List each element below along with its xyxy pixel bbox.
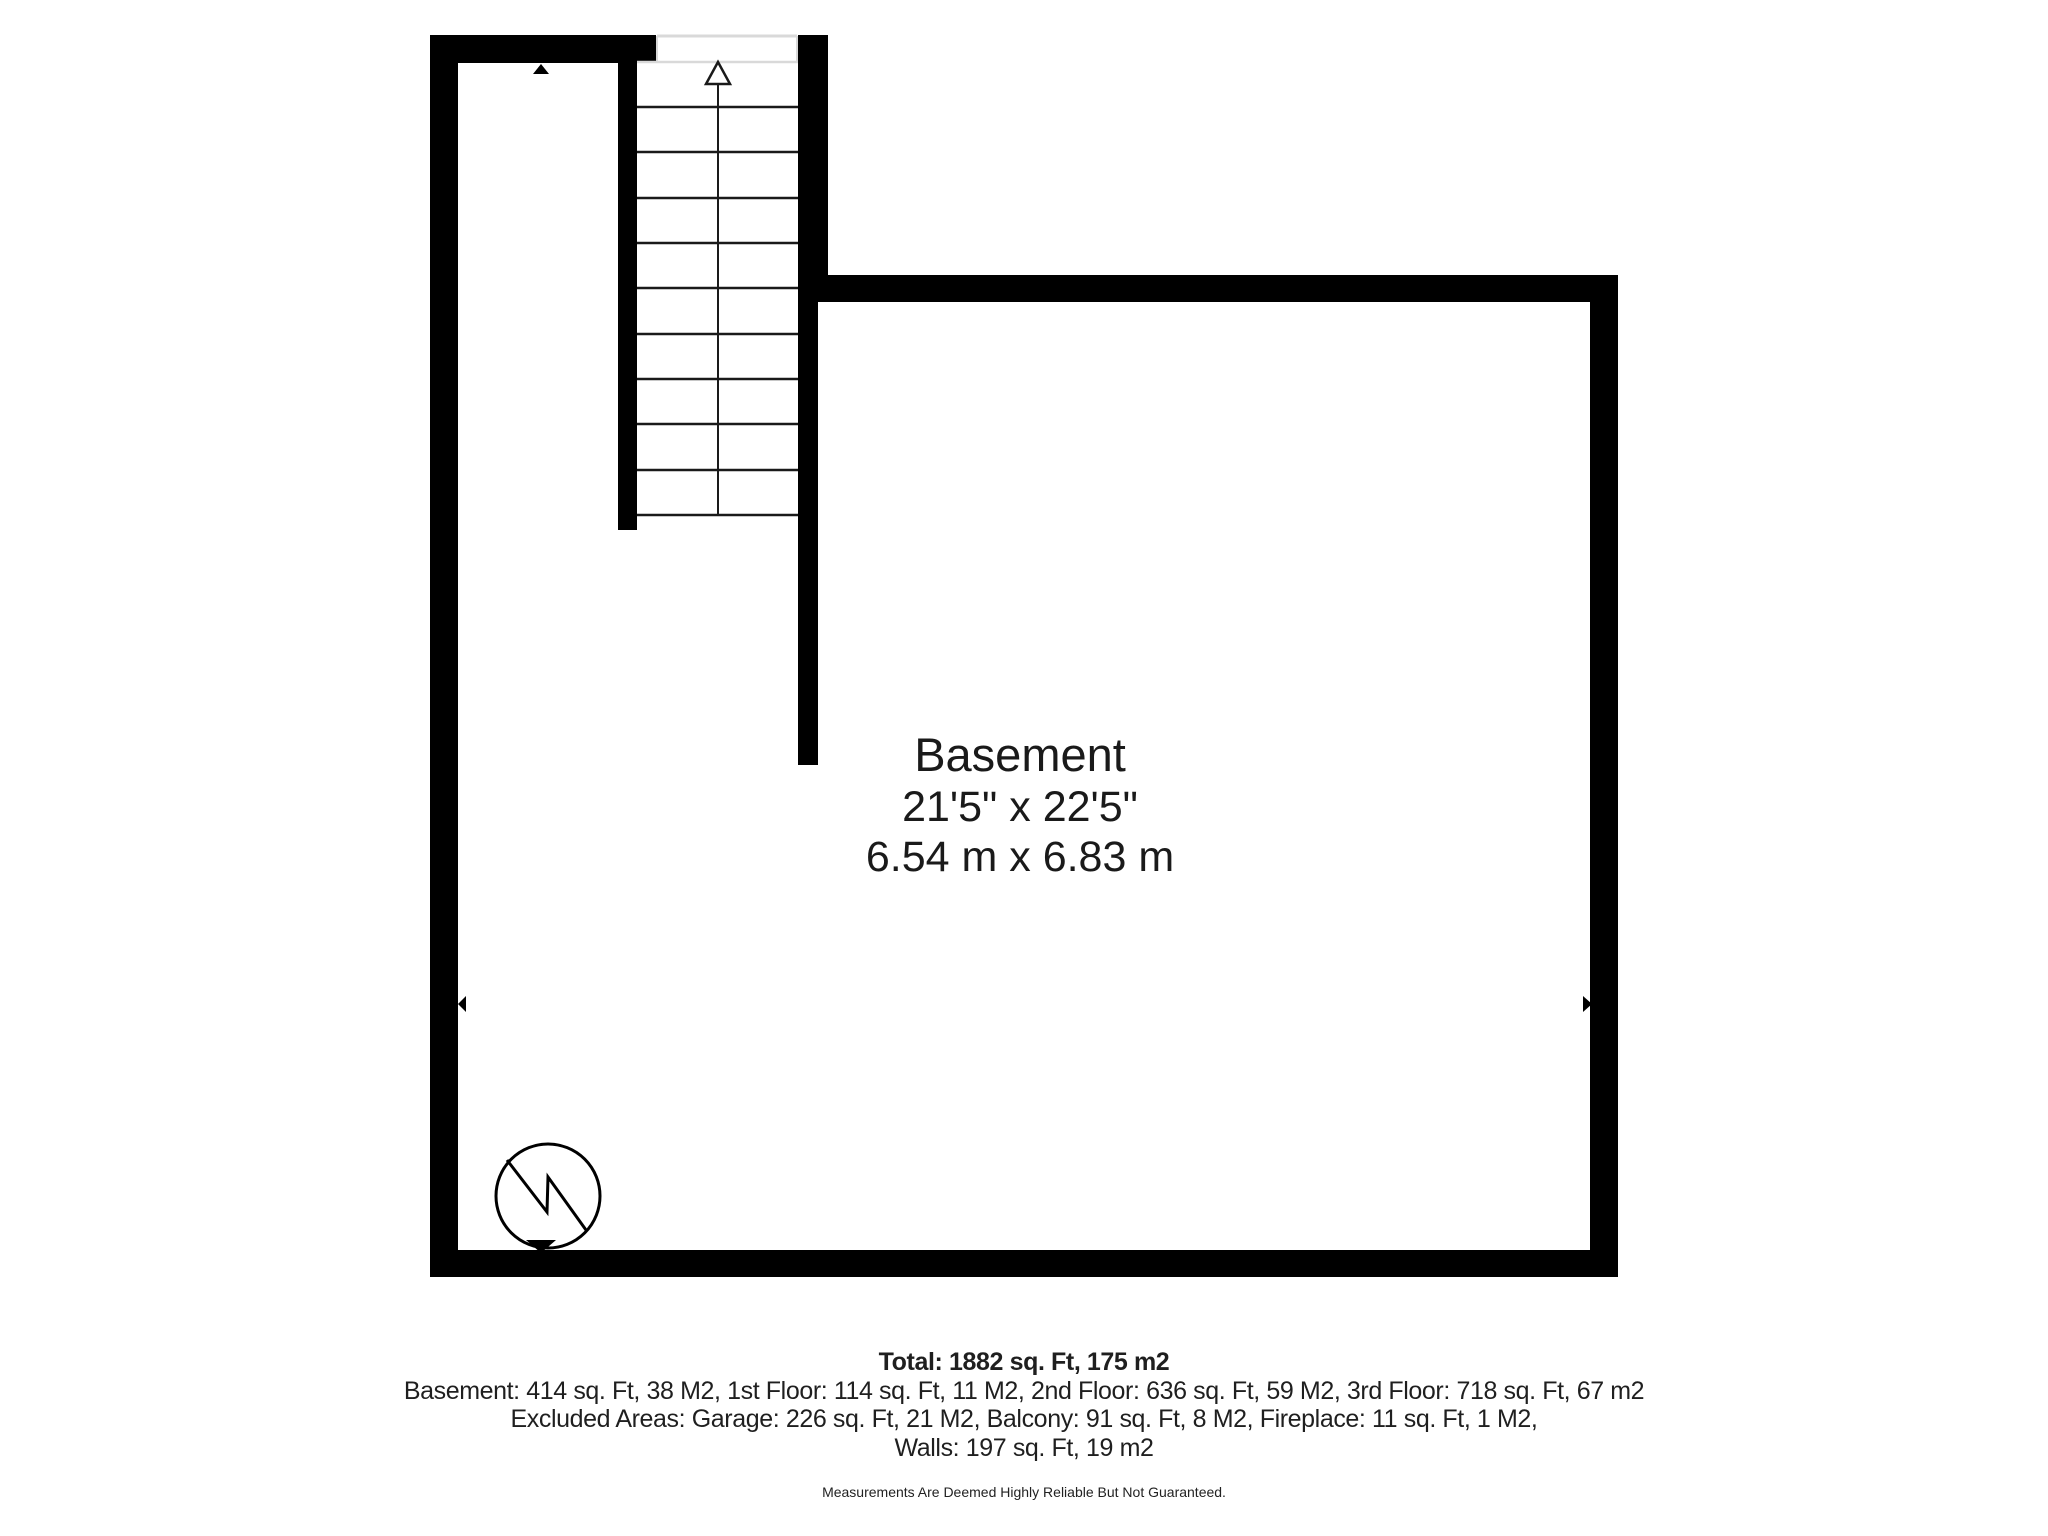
area-summary xyxy=(0,1348,2048,1462)
wall-outer-top xyxy=(430,35,656,63)
summary-total: Total: 1882 sq. Ft, 175 m2 xyxy=(878,1348,1170,1376)
wall-stair-left xyxy=(618,63,637,530)
top-wall-marker-triangle xyxy=(533,64,549,74)
wall-stair-right-lower xyxy=(798,302,818,765)
summary-excluded: Excluded Areas: Garage: 226 sq. Ft, 21 M2, Balcony: 91 sq. Ft, 8 M2, Fireplace: 11 sq. Ft, 1 M2, xyxy=(510,1405,1538,1433)
wall-outer-bottom xyxy=(430,1250,1618,1277)
stair-up-arrow-icon xyxy=(706,62,730,84)
wall-outer-right xyxy=(1590,275,1618,1277)
wall-stair-right-upper xyxy=(798,35,828,302)
room-name: Basement xyxy=(914,728,1126,781)
room-dims-imperial: 21'5" x 22'5" xyxy=(902,783,1138,831)
wall-room-top xyxy=(798,275,1618,302)
room-dims-metric: 6.54 m x 6.83 m xyxy=(865,833,1175,881)
summary-floors: Basement: 414 sq. Ft, 38 M2, 1st Floor: 114 sq. Ft, 11 M2, 2nd Floor: 636 sq. Ft, 59 M2, 3rd Floor: 718 sq. Ft, 67 m2 xyxy=(403,1376,1645,1405)
north-indicator-needle xyxy=(507,1160,586,1230)
wall-outer-left xyxy=(430,35,458,1277)
summary-walls: Walls: 197 sq. Ft, 19 m2 xyxy=(894,1433,1154,1462)
room-label xyxy=(724,728,1316,882)
disclaimer-text: Measurements Are Deemed Highly Reliable But Not Guaranteed. xyxy=(822,1484,1226,1500)
left-wall-marker-triangle xyxy=(458,996,466,1012)
